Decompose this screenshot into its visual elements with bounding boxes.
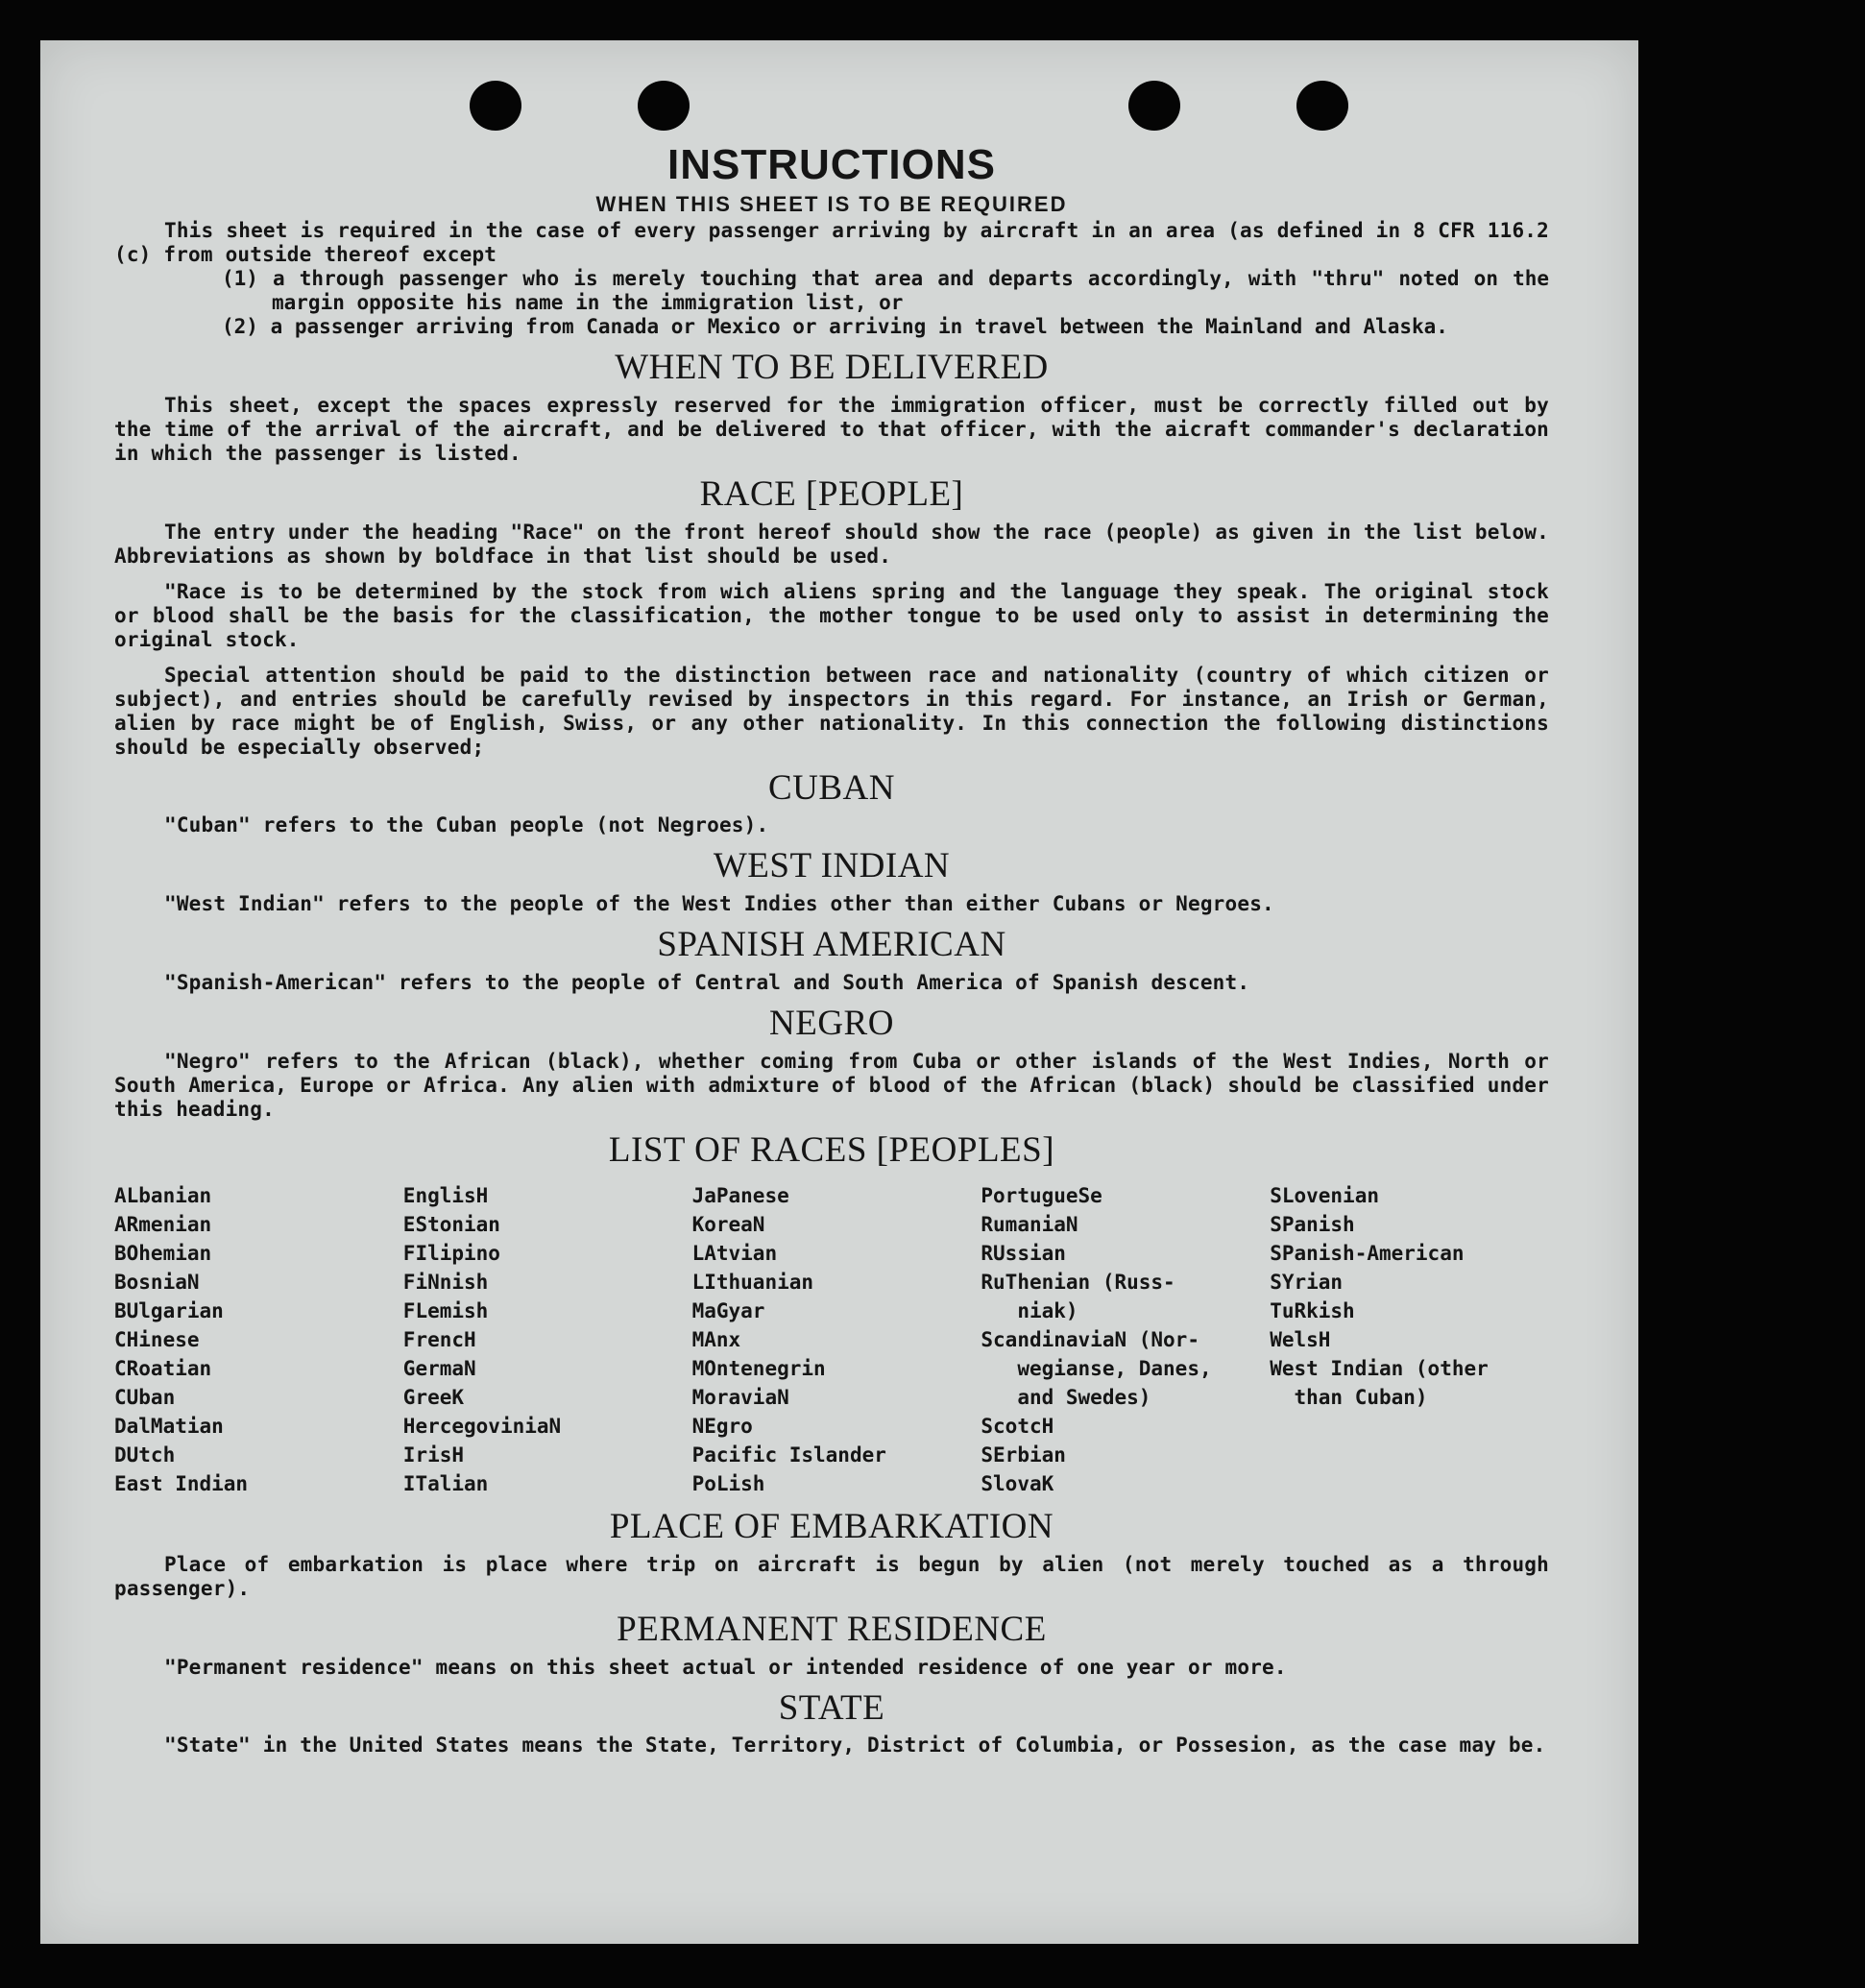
race-list-item: MOntenegrin <box>691 1357 826 1381</box>
race-paragraph-2: "Race is to be determined by the stock from wich aliens spring and the language they speak. The original stock or blood shall be the basis for the classification, the mother tongue to be used only to assist in determining the original stock. <box>114 579 1549 651</box>
race-list-item: MaGyar <box>691 1299 765 1323</box>
race-list-item: DalMatian <box>114 1415 224 1439</box>
race-paragraph-3: Special attention should be paid to the distinction between race and nationality (country of which citizen or subject), and entries should be carefully revised by inspectors in this regard. For instance, an Irish or German, alien by race might be of English, Swiss, or any other nationality. In this connection the following distinctions should be especially observed; <box>114 663 1549 759</box>
race-list-item: LIthuanian <box>691 1271 814 1295</box>
race-column <box>114 1181 394 1498</box>
race-column <box>403 1181 683 1498</box>
race-list-item: CHinese <box>114 1328 200 1352</box>
race-list-item: RumaniaN <box>981 1213 1078 1237</box>
race-list-item: and Swedes) <box>981 1386 1151 1410</box>
race-list-item: NEgro <box>691 1415 753 1439</box>
race-list-item: FIlipino <box>402 1242 500 1266</box>
embarkation-paragraph: Place of embarkation is place where trip on aircraft is begun by alien (not merely touched as a through passenger). <box>114 1552 1549 1600</box>
cuban-paragraph: "Cuban" refers to the Cuban people (not Negroes). <box>164 813 769 837</box>
race-list-item: IrisH <box>402 1443 465 1467</box>
heading-state: STATE <box>778 1687 885 1728</box>
punch-hole-4 <box>1296 81 1348 131</box>
heading-negro: NEGRO <box>769 1003 894 1043</box>
race-list <box>114 1181 1549 1498</box>
race-list-item: West Indian (other <box>1270 1357 1489 1381</box>
heading-list-of-races: LIST OF RACES [PEOPLES] <box>608 1129 1055 1170</box>
race-list-item: wegianse, Danes, <box>981 1357 1212 1381</box>
race-list-item: KoreaN <box>691 1213 765 1237</box>
heading-west-indian: WEST INDIAN <box>713 846 951 886</box>
race-list-item: SlovaK <box>981 1472 1054 1496</box>
heading-cuban: CUBAN <box>767 767 896 808</box>
delivered-paragraph: This sheet, except the spaces expressly reserved for the immigration officer, must be correctly filled out by the time of the arrival of the aircraft, and be delivered to that officer, with the aicraft commander's declaration in which the passenger is listed. <box>114 394 1549 466</box>
race-column <box>981 1181 1260 1498</box>
race-list-item: WelsH <box>1270 1328 1331 1352</box>
race-list-item: East Indian <box>114 1472 249 1496</box>
race-list-item: FLemish <box>402 1299 489 1323</box>
heading-when-delivered: WHEN TO BE DELIVERED <box>615 348 1049 388</box>
document-sheet <box>40 40 1638 1944</box>
race-list-item: ScotcH <box>981 1415 1054 1439</box>
punch-hole-3 <box>1128 81 1180 131</box>
race-paragraph-1: The entry under the heading "Race" on the front hereof should show the race (people) as given in the list below. Abbreviations as shown by boldface in that list should be used. <box>114 520 1549 568</box>
race-list-item: ALbanian <box>114 1184 212 1208</box>
race-list-item: ScandinaviaN (Nor- <box>981 1328 1199 1352</box>
race-list-item: GermaN <box>402 1357 476 1381</box>
race-list-item: than Cuban) <box>1270 1386 1428 1410</box>
page-title: INSTRUCTIONS <box>667 141 996 188</box>
race-list-item: DUtch <box>114 1443 176 1467</box>
heading-spanish-american: SPANISH AMERICAN <box>657 925 1006 965</box>
heading-embarkation: PLACE OF EMBARKATION <box>609 1507 1054 1547</box>
heading-permanent-residence: PERMANENT RESIDENCE <box>617 1609 1047 1649</box>
spanish-american-paragraph: "Spanish-American" refers to the people of Central and South America of Spanish descent. <box>164 970 1250 994</box>
race-list-item: SPanish-American <box>1270 1242 1465 1266</box>
race-list-item: EStonian <box>402 1213 500 1237</box>
exception-2: (2) a passenger arriving from Canada or Mexico or arriving in travel between the Mainland and Alaska. <box>222 315 1448 339</box>
race-list-item: ITalian <box>402 1472 489 1496</box>
race-list-item: SLovenian <box>1270 1184 1379 1208</box>
race-list-item: SYrian <box>1270 1271 1344 1295</box>
race-list-item: TuRkish <box>1270 1299 1355 1323</box>
race-list-item: CRoatian <box>114 1357 212 1381</box>
race-list-item: MoraviaN <box>691 1386 789 1410</box>
negro-paragraph: "Negro" refers to the African (black), whether coming from Cuba or other islands of the West Indies, North or South America, Europe or Africa. Any alien with admixture of blood of the African (black) should be classified under this heading. <box>114 1049 1549 1121</box>
race-list-item: LAtvian <box>691 1242 778 1266</box>
race-list-item: SErbian <box>981 1443 1066 1467</box>
race-list-item: PoLish <box>691 1472 765 1496</box>
race-list-item: EnglisH <box>402 1184 489 1208</box>
page-subtitle: WHEN THIS SHEET IS TO BE REQUIRED <box>595 192 1068 217</box>
race-list-item: MAnx <box>691 1328 741 1352</box>
race-list-item: BUlgarian <box>114 1299 224 1323</box>
race-list-item: Pacific Islander <box>691 1443 886 1467</box>
race-list-item: BosniaN <box>114 1271 200 1295</box>
instructions-content <box>114 142 1549 1758</box>
race-list-item: PortugueSe <box>981 1184 1102 1208</box>
race-column <box>1270 1181 1549 1498</box>
race-list-item: ARmenian <box>114 1213 212 1237</box>
race-list-item: JaPanese <box>691 1184 789 1208</box>
state-paragraph: "State" in the United States means the State, Territory, District of Columbia, or Possesion, as the case may be. <box>164 1733 1546 1758</box>
heading-race: RACE [PEOPLE] <box>699 474 964 515</box>
race-list-item: BOhemian <box>114 1242 212 1266</box>
race-column <box>692 1181 972 1498</box>
race-list-item: FiNnish <box>402 1271 489 1295</box>
race-list-item: niak) <box>981 1299 1078 1323</box>
intro-paragraph: This sheet is required in the case of every passenger arriving by aircraft in an area (as defined in 8 CFR 116.2 (c) from outside thereof except <box>114 219 1549 267</box>
residence-paragraph: "Permanent residence" means on this sheet actual or intended residence of one year or more. <box>164 1655 1287 1679</box>
race-list-item: CUban <box>114 1386 176 1410</box>
exception-1: (1) a through passenger who is merely touching that area and departs accordingly, with "thru" noted on the margin opposite his name in the immigration list, or <box>222 267 1549 315</box>
race-list-item: FrencH <box>402 1328 476 1352</box>
race-list-item: HercegoviniaN <box>402 1415 562 1439</box>
punch-hole-1 <box>470 81 521 131</box>
race-list-item: RuThenian (Russ- <box>981 1271 1175 1295</box>
race-list-item: GreeK <box>402 1386 465 1410</box>
race-list-item: RUssian <box>981 1242 1066 1266</box>
west-indian-paragraph: "West Indian" refers to the people of the West Indies other than either Cubans or Negroes. <box>164 892 1274 916</box>
race-list-item: SPanish <box>1270 1213 1355 1237</box>
punch-hole-2 <box>638 81 690 131</box>
